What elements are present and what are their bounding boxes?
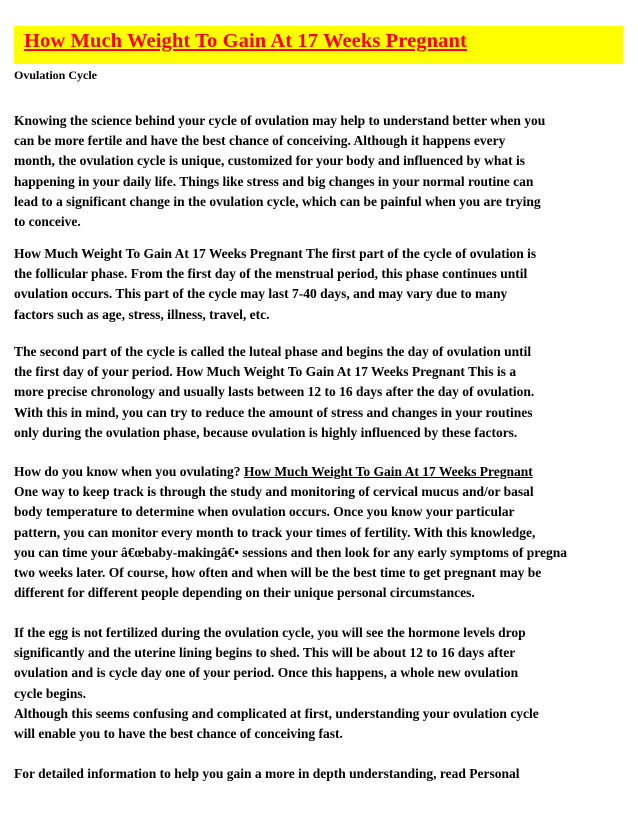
text-line: can be more fertile and have the best chance of conceiving. Although it happens every bbox=[14, 133, 506, 149]
text-line: month, the ovulation cycle is unique, customized for your body and influenced by what is bbox=[14, 153, 526, 169]
text-line: With this in mind, you can try to reduce the amount of stress and changes in your routines bbox=[14, 404, 533, 420]
title-link[interactable]: How Much Weight To Gain At 17 Weeks Pregnant bbox=[243, 464, 533, 479]
text-line: to conceive. bbox=[14, 214, 81, 230]
paragraph-unfertilized-egg bbox=[14, 623, 638, 744]
text-line: different for different people depending on their unique personal circumstances. bbox=[14, 585, 475, 601]
text-line: will enable you to have the best chance of conceiving fast. bbox=[14, 726, 343, 742]
text-line: the follicular phase. From the first day of the menstrual period, this phase continues until bbox=[14, 266, 528, 282]
text-line: How Much Weight To Gain At 17 Weeks Pregnant The first part of the cycle of ovulation is bbox=[14, 246, 537, 261]
text-line: ovulation and is cycle day one of your period. Once this happens, a whole new ovulation bbox=[14, 665, 519, 681]
text-line bbox=[14, 462, 638, 482]
text-line: Knowing the science behind your cycle of ovulation may help to understand better when you bbox=[14, 113, 546, 128]
text-line: ovulation occurs. This part of the cycle may last 7-40 days, and may vary due to many bbox=[14, 286, 508, 302]
text-line: two weeks later. Of course, how often and when will be the best time to get pregnant may be bbox=[14, 565, 542, 581]
paragraph-follicular-phase bbox=[14, 244, 638, 325]
paragraph-intro bbox=[14, 111, 638, 232]
text-line: factors such as age, stress, illness, travel, etc. bbox=[14, 306, 270, 322]
text-line: One way to keep track is through the study and monitoring of cervical mucus and/or basal bbox=[14, 484, 534, 500]
text-line: happening in your daily life. Things like stress and big changes in your normal routine can bbox=[14, 173, 534, 189]
title-banner bbox=[14, 26, 623, 64]
text-line: The second part of the cycle is called the luteal phase and begins the day of ovulation until bbox=[14, 344, 532, 359]
text-line: Although this seems confusing and complicated at first, understanding your ovulation cycle bbox=[14, 705, 539, 721]
paragraph-tracking-ovulation bbox=[14, 462, 638, 603]
question-text: How do you know when you ovulating? bbox=[14, 464, 244, 479]
text-line: more precise chronology and usually lasts between 12 to 16 days after the day of ovulation. bbox=[14, 384, 535, 400]
section-subtitle: Ovulation Cycle bbox=[14, 68, 97, 82]
text-line: significantly and the uterine lining begins to shed. This will be about 12 to 16 days after bbox=[14, 645, 516, 661]
text-line: you can time your â€œbaby-makingâ€• sessions and then look for any early symptoms of pregna bbox=[14, 544, 568, 560]
paragraph-luteal-phase bbox=[14, 342, 638, 443]
page-title: How Much Weight To Gain At 17 Weeks Pregnant bbox=[24, 30, 467, 52]
text-line: For detailed information to help you gain a more in depth understanding, read Personal bbox=[14, 766, 520, 781]
text-line: lead to a significant change in the ovulation cycle, which can be painful when you are trying bbox=[14, 193, 541, 209]
text-line: only during the ovulation phase, because ovulation is highly influenced by these factors. bbox=[14, 424, 518, 440]
text-line: cycle begins. bbox=[14, 685, 86, 701]
text-line: the first day of your period. How Much Weight To Gain At 17 Weeks Pregnant This is a bbox=[14, 364, 517, 380]
text-line: pattern, you can monitor every month to track your times of fertility. With this knowledge, bbox=[14, 524, 536, 540]
text-line: body temperature to determine when ovulation occurs. Once you know your particular bbox=[14, 504, 515, 520]
paragraph-further-reading bbox=[14, 764, 638, 784]
text-line: If the egg is not fertilized during the ovulation cycle, you will see the hormone levels drop bbox=[14, 625, 526, 640]
